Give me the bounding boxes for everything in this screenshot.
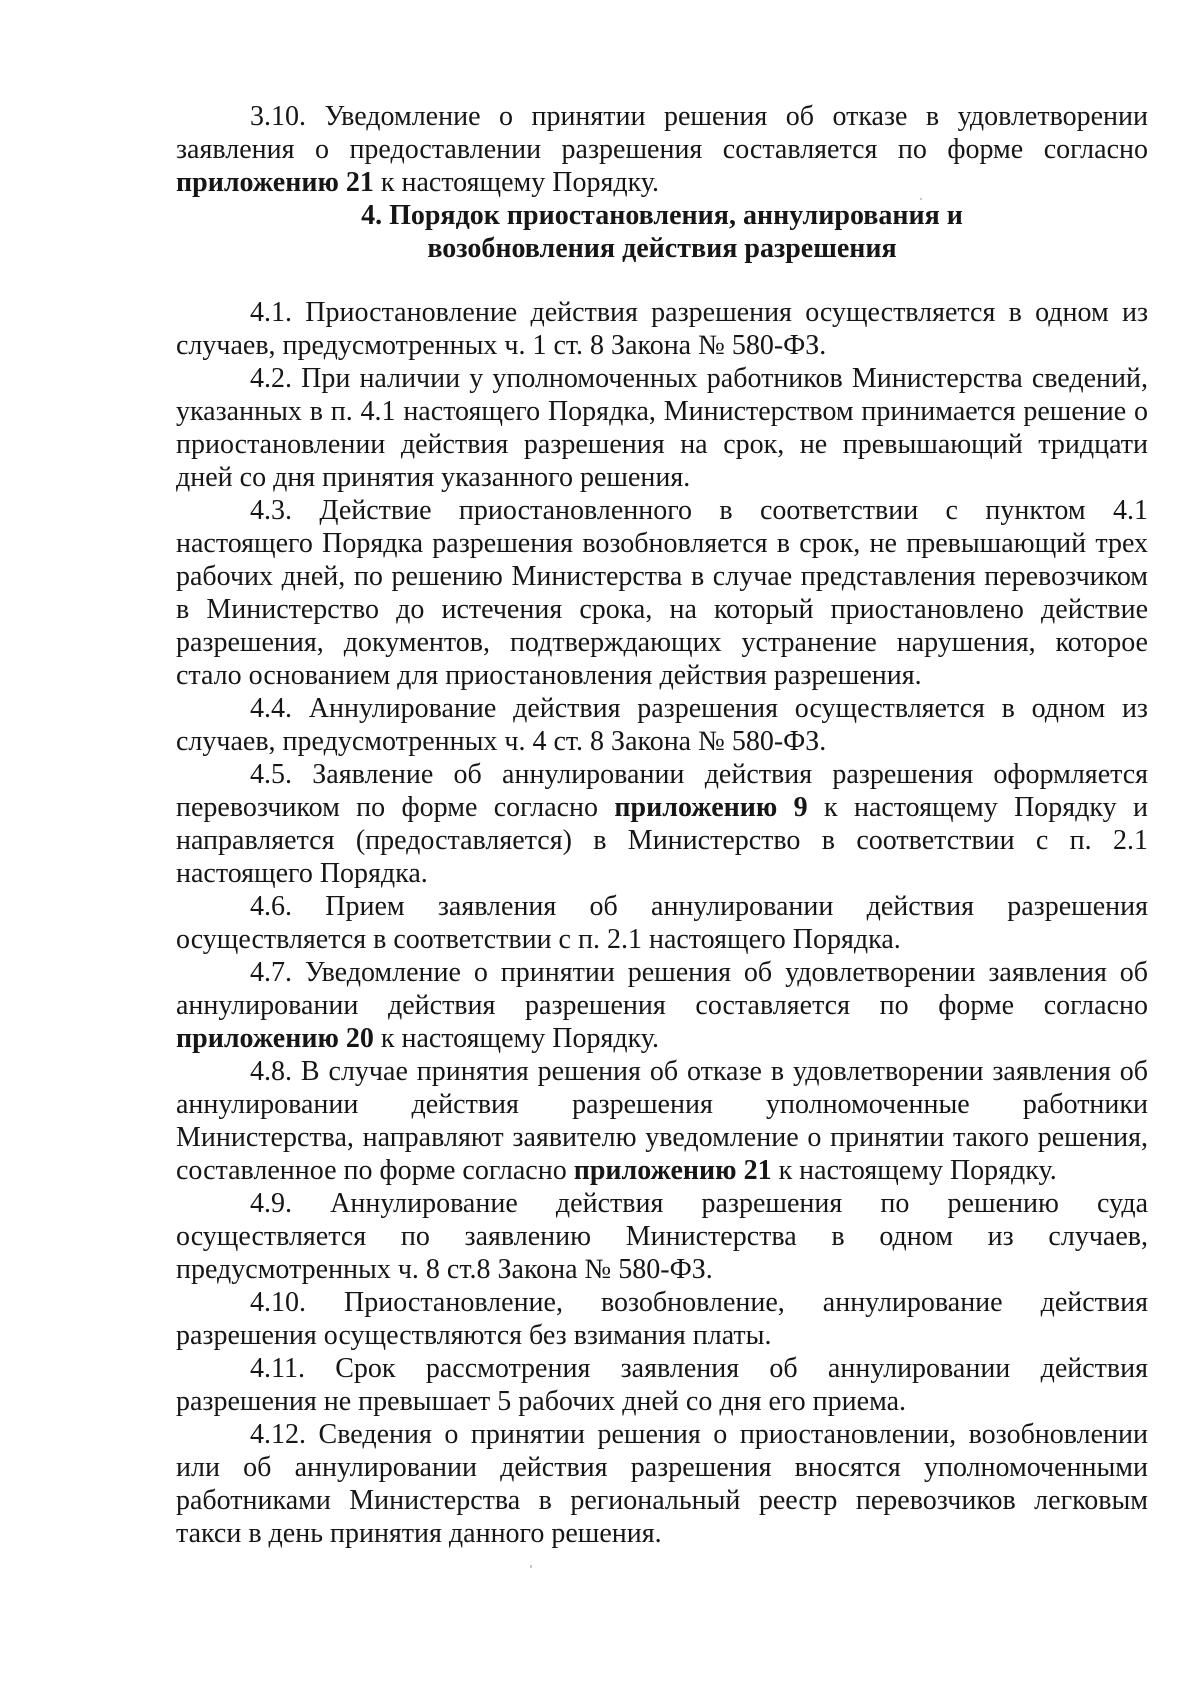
- paragraph-4-5: [176, 758, 1148, 890]
- paragraph-4-7-tail: к настоящему Порядку.: [373, 1023, 659, 1054]
- paragraph-4-12: 4.12. Сведения о принятии решения о приостановлении, возобновлении или об аннулировании действия разрешения вносятся уполномоченными работниками Министерства в региональный реестр перевозчиков легковым такси в день принятия данного решения.: [176, 1419, 1148, 1549]
- paragraph-4-6: 4.6. Прием заявления об аннулировании действия разрешения осуществляется в соответствии с п. 2.1 настоящего Порядка.: [176, 891, 1148, 955]
- section-4-heading-line-2: возобновления действия разрешения: [427, 233, 897, 264]
- paragraph-4-2: 4.2. При наличии у уполномоченных работников Министерства сведений, указанных в п. 4.1 настоящего Порядка, Министерством принимается решение о приостановлении действия разрешения на срок, не превышающий тридцати дней со дня принятия указанного решения.: [176, 363, 1148, 493]
- paragraph-4-8-tail: к настоящему Порядку.: [771, 1155, 1057, 1186]
- paragraph-4-10: 4.10. Приостановление, возобновление, аннулирование действия разрешения осуществляются без взимания платы.: [176, 1287, 1148, 1351]
- paragraph-4-5-appendix-ref: приложению 9: [614, 792, 808, 823]
- paragraph-4-7-text: 4.7. Уведомление о принятии решения об удовлетворении заявления об аннулировании действия разрешения составляется по форме согласно: [176, 957, 1148, 1021]
- paragraph-3-10-text: 3.10. Уведомление о принятии решения об отказе в удовлетворении заявления о предоставлении разрешения составляется по форме согласно: [176, 101, 1148, 165]
- paragraph-4-8-text: 4.8. В случае принятия решения об отказе в удовлетворении заявления об аннулировании действия разрешения уполномоченные работники Министерства, направляют заявителю уведомление о принятии такого решения, составленное по форме согласно: [176, 1056, 1148, 1186]
- paragraph-3-10-appendix-ref: приложению 21: [176, 167, 374, 198]
- paragraph-4-4: 4.4. Аннулирование действия разрешения осуществляется в одном из случаев, предусмотренных ч. 4 ст. 8 Закона № 580-ФЗ.: [176, 693, 1148, 757]
- paragraph-3-10-tail: к настоящему Порядку.: [373, 167, 659, 198]
- paragraph-4-8: [176, 1055, 1148, 1187]
- paragraph-4-3: 4.3. Действие приостановленного в соответствии с пунктом 4.1 настоящего Порядка разрешения возобновляется в срок, не превышающий трех рабочих дней, по решению Министерства в случае представления перевозчиком в Министерство до истечения срока, на который приостановлено действие разрешения, документов, подтверждающих устранение нарушения, которое стало основанием для приостановления действия разрешения.: [176, 495, 1148, 691]
- paragraph-4-5-tail: к настоящему Порядку и направляется (предоставляется) в Министерство в соответствии с п. 2.1 настоящего Порядка.: [176, 792, 1148, 889]
- section-4-heading-line-1: 4. Порядок приостановления, аннулирования и: [361, 200, 963, 231]
- scan-speck: [920, 198, 922, 200]
- paragraph-4-5-text: 4.5. Заявление об аннулировании действия разрешения оформляется перевозчиком по форме согласно: [176, 759, 1148, 823]
- paragraph-4-1: 4.1. Приостановление действия разрешения осуществляется в одном из случаев, предусмотренных ч. 1 ст. 8 Закона № 580-ФЗ.: [176, 297, 1148, 361]
- scan-speck: [530, 1565, 532, 1568]
- section-4-heading: [176, 199, 1148, 265]
- paragraph-4-9: 4.9. Аннулирование действия разрешения по решению суда осуществляется по заявлению Министерства в одном из случаев, предусмотренных ч. 8 ст.8 Закона № 580-ФЗ.: [176, 1188, 1148, 1285]
- paragraph-4-8-appendix-ref: приложению 21: [573, 1155, 772, 1186]
- paragraph-4-11: 4.11. Срок рассмотрения заявления об аннулировании действия разрешения не превышает 5 рабочих дней со дня его приема.: [176, 1353, 1148, 1417]
- paragraph-3-10: [176, 100, 1148, 199]
- paragraph-4-7-appendix-ref: приложению 20: [176, 1023, 374, 1054]
- paragraph-4-7: [176, 956, 1148, 1055]
- document-body: [176, 100, 1148, 1550]
